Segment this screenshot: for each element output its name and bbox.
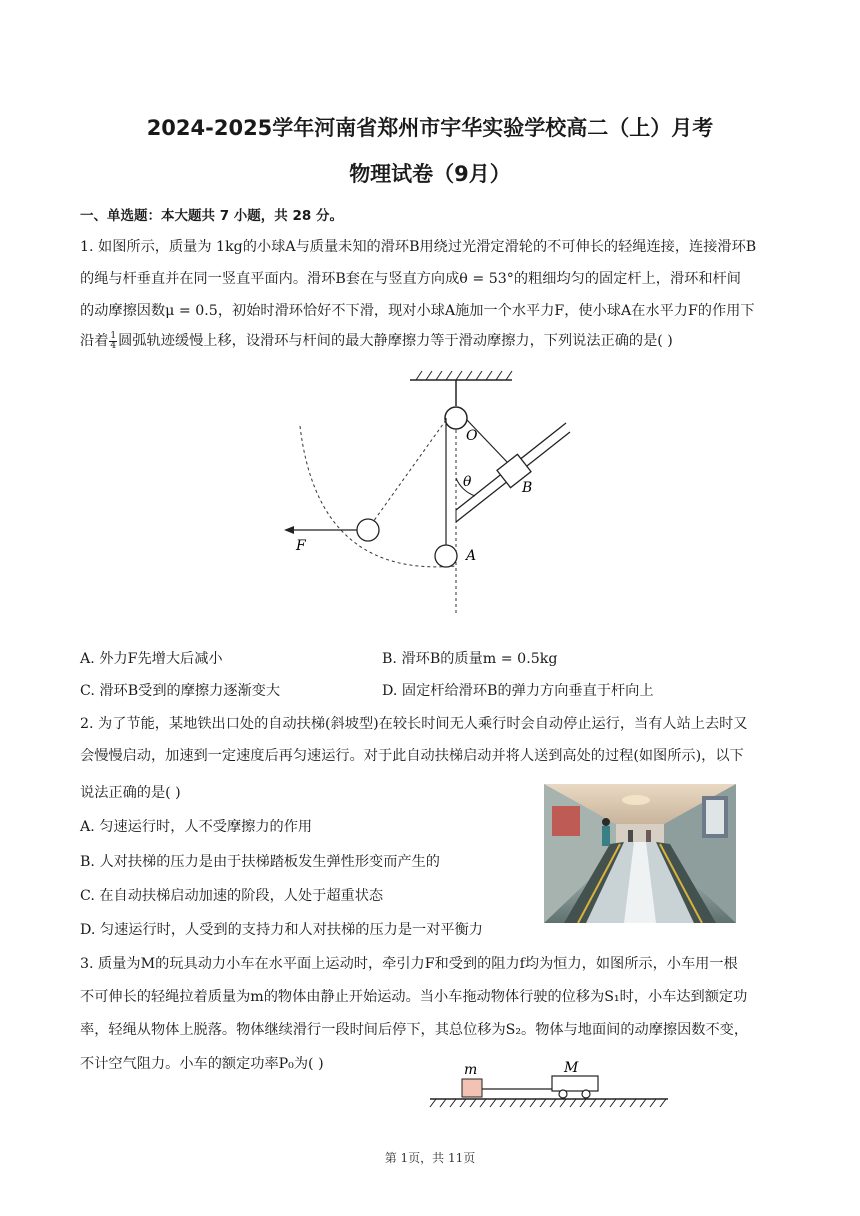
q3-text-line4: 不计空气阻力。小车的额定功率P₀为( ): [80, 1056, 324, 1072]
q1-text-line2: 的绳与杆垂直并在同一竖直平面内。滑环B套在与竖直方向成θ = 53°的粗细均匀的固定杆上，滑环和杆间: [80, 271, 741, 287]
q1-text-line4: [80, 330, 673, 351]
q1-option-b: B. 滑环B的质量m = 0.5kg: [382, 651, 558, 667]
label-A: A: [466, 548, 477, 564]
section-heading: 一、单选题：本大题共 7 小题，共 28 分。: [80, 208, 343, 224]
q1-option-c: C. 滑环B受到的摩擦力逐渐变大: [80, 683, 281, 699]
q1-text-line3: 的动摩擦因数μ = 0.5，初始时滑环恰好不下滑，现对小球A施加一个水平力F，使小球A在水平力F的作用下: [80, 303, 755, 319]
q3-text-line3: 率，轻绳从物体上脱落。物体继续滑行一段时间后停下，其总位移为S₂。物体与地面间的动摩擦因数不变，: [80, 1022, 749, 1038]
q2-text-line1: 2. 为了节能，某地铁出口处的自动扶梯(斜坡型)在较长时间无人乘行时会自动停止运行，当有人站上去时又: [80, 716, 748, 732]
q1-text-line1: 1. 如图所示，质量为 1kg的小球A与质量未知的滑环B用绕过光滑定滑轮的不可伸长的轻绳连接，连接滑环B: [80, 239, 757, 255]
q1-pulley-figure: [270, 368, 580, 618]
label-O: O: [466, 428, 478, 444]
exam-subtitle: 物理试卷（9月）: [349, 162, 511, 186]
exam-title: 2024-2025学年河南省郑州市宇华实验学校高二（上）月考: [146, 116, 714, 140]
fraction-denominator: 4: [110, 340, 117, 351]
label-B: B: [522, 480, 533, 496]
q1-line4-pre: 沿着: [80, 333, 109, 349]
q2-option-c: C. 在自动扶梯启动加速的阶段，人处于超重状态: [80, 888, 384, 904]
q1-option-a: A. 外力F先增大后减小: [80, 651, 223, 667]
q2-option-a: A. 匀速运行时，人不受摩擦力的作用: [80, 819, 313, 835]
q3-cart-figure: [424, 1058, 674, 1110]
q3-text-line1: 3. 质量为M的玩具动力小车在水平面上运动时，牵引力F和受到的阻力f均为恒力，如图所示，小车用一根: [80, 956, 738, 972]
q3-text-line2: 不可伸长的轻绳拉着质量为m的物体由静止开始运动。当小车拖动物体行驶的位移为S₁时，小车达到额定功: [80, 989, 748, 1005]
label-F: F: [296, 538, 306, 554]
label-theta: θ: [463, 474, 472, 490]
q1-option-d: D. 固定杆给滑环B的弹力方向垂直于杆向上: [382, 683, 654, 699]
page-footer: 第 1页，共 11页: [384, 1151, 476, 1165]
label-M: M: [564, 1060, 579, 1076]
label-m: m: [464, 1062, 478, 1078]
fraction-numerator: 1: [110, 330, 117, 341]
q2-option-d: D. 匀速运行时，人受到的支持力和人对扶梯的压力是一对平衡力: [80, 922, 483, 938]
quarter-fraction: [109, 332, 117, 351]
escalator-photo: [544, 784, 736, 923]
q2-option-b: B. 人对扶梯的压力是由于扶梯踏板发生弹性形变而产生的: [80, 854, 440, 870]
q2-text-line3: 说法正确的是( ): [80, 785, 181, 801]
q1-line4-post: 圆弧轨迹缓慢上移，设滑环与杆间的最大静摩擦力等于滑动摩擦力，下列说法正确的是( ): [118, 333, 673, 349]
q2-text-line2: 会慢慢启动，加速到一定速度后再匀速运行。对于此自动扶梯启动并将人送到高处的过程(如图所示)，以下: [80, 748, 744, 764]
